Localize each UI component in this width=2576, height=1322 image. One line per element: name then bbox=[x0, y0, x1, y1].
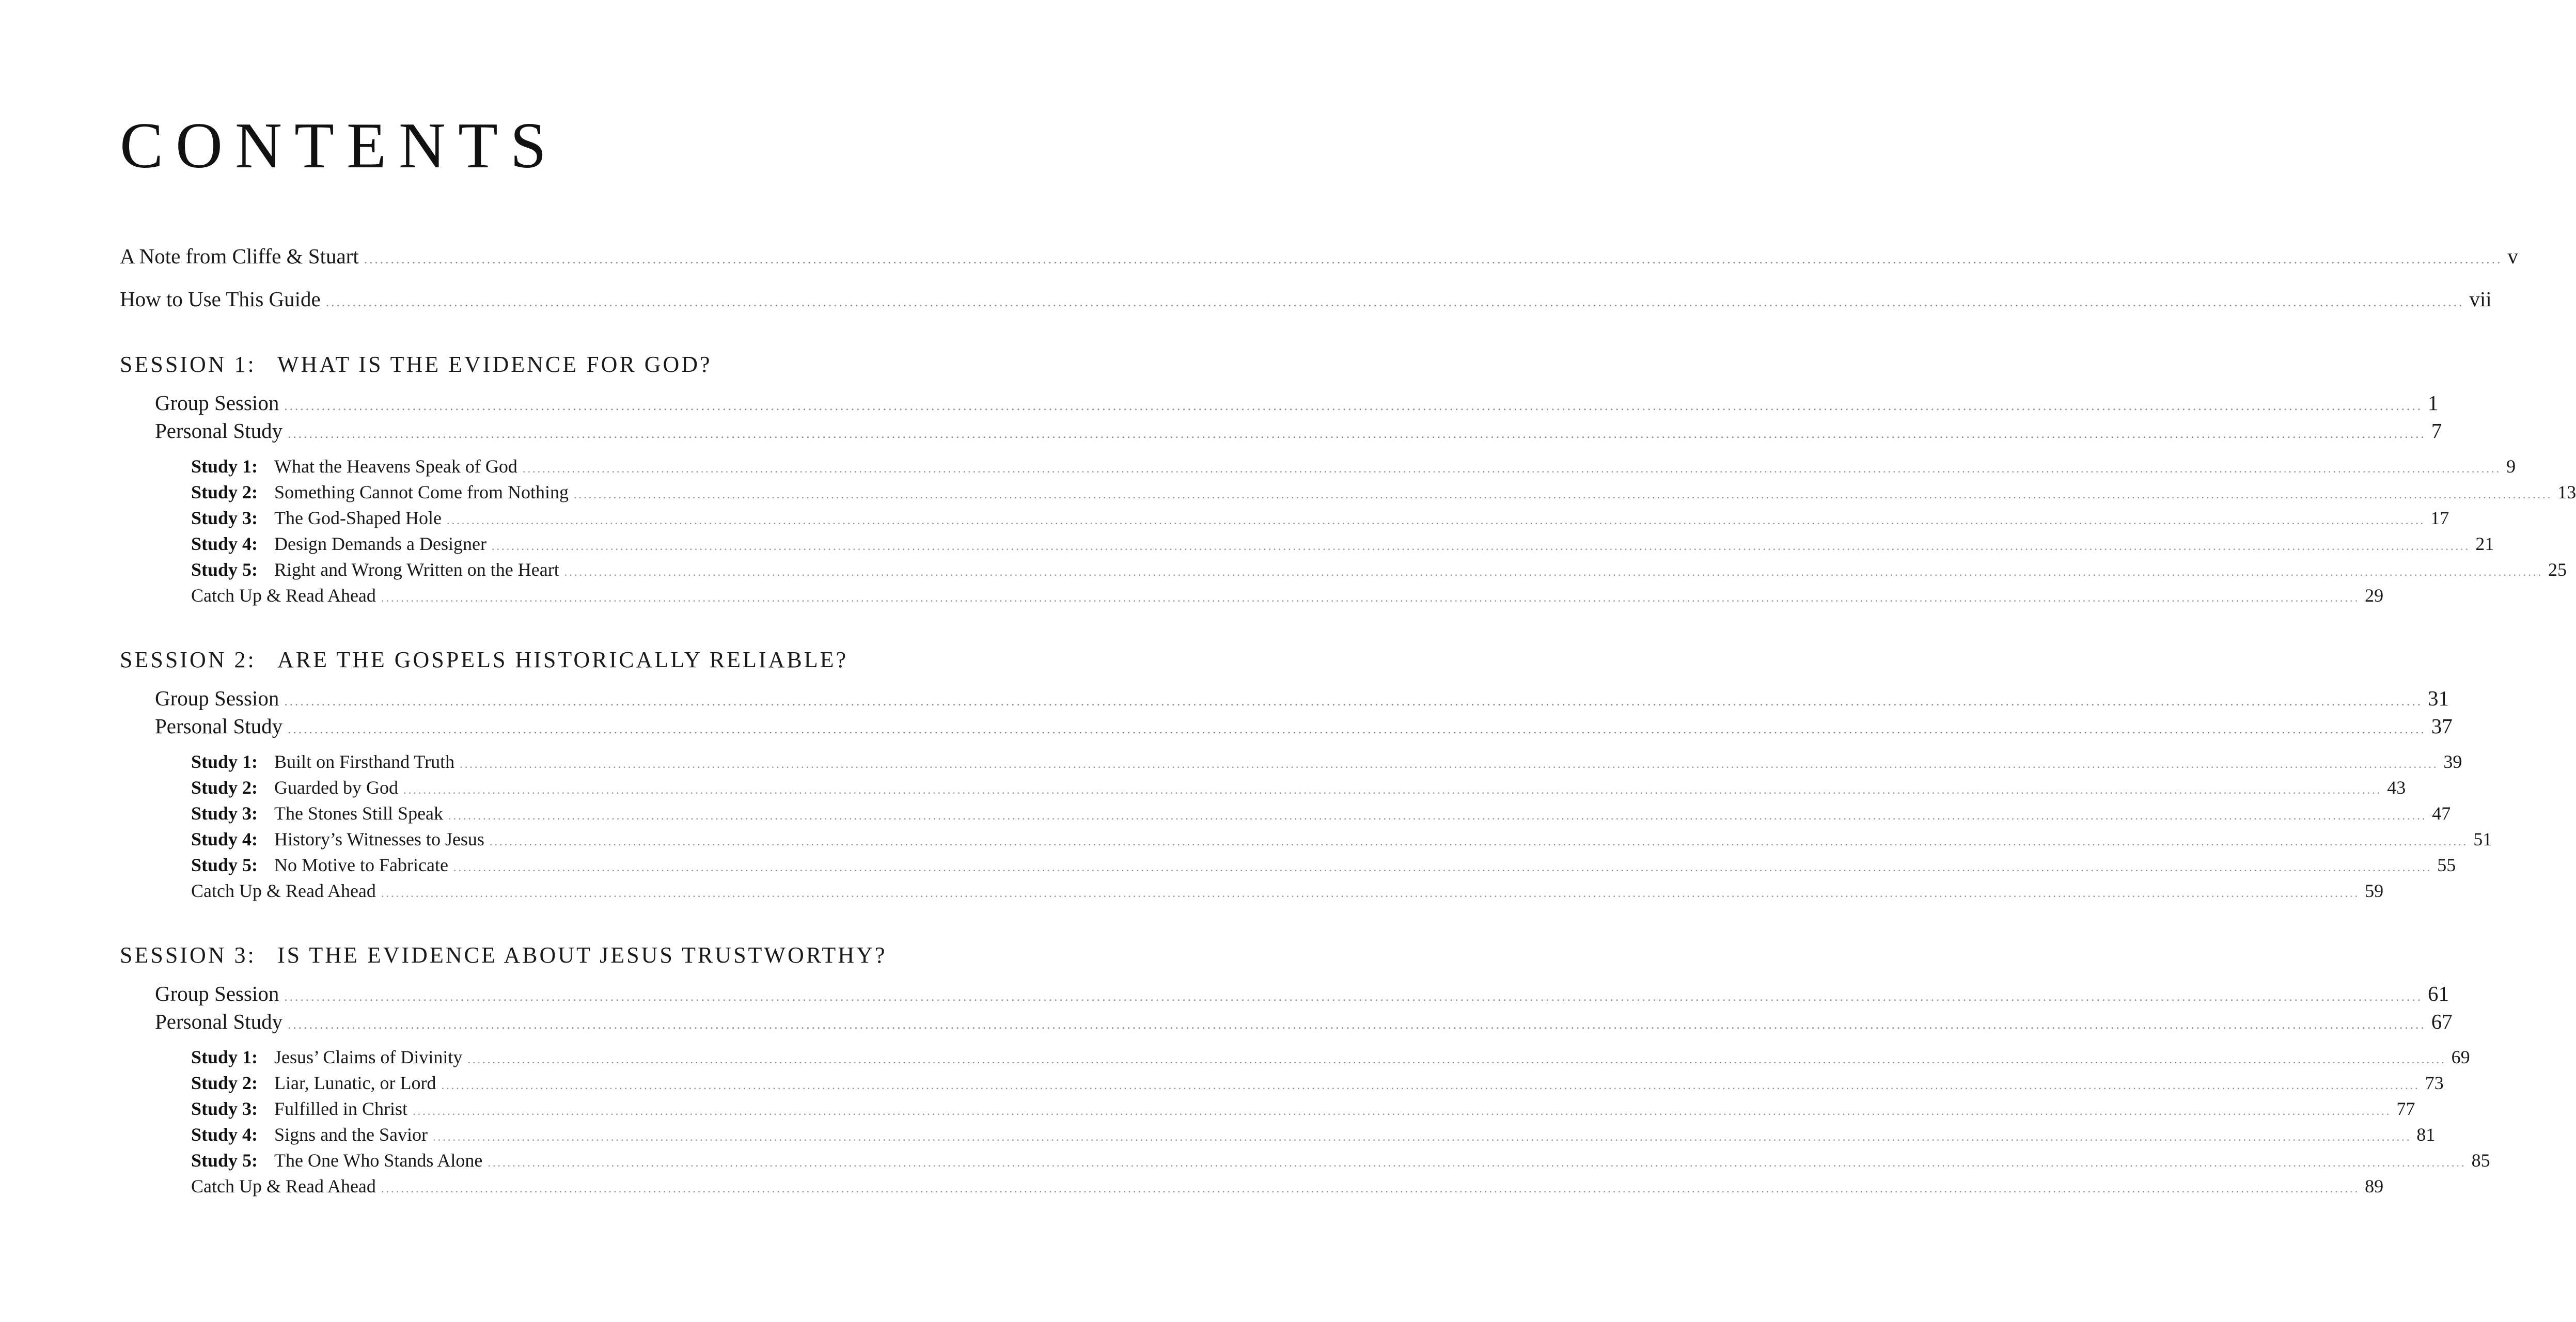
toc-page-number: 17 bbox=[2430, 508, 2449, 528]
study-number: Study 1: bbox=[191, 456, 258, 477]
toc-entry-label: History’s Witnesses to Jesus bbox=[274, 829, 484, 849]
toc-page-number: 51 bbox=[2473, 829, 2492, 849]
toc-page-number: 61 bbox=[2427, 982, 2449, 1005]
study-number: Study 5: bbox=[191, 559, 258, 580]
dot-leader: ................................................................................................................................................................................................................................................................................................................................................................................................................ bbox=[460, 758, 2439, 770]
toc-entry-label: Fulfilled in Christ bbox=[274, 1098, 408, 1119]
toc-entry-catch-up[interactable] bbox=[191, 880, 2384, 902]
study-number: Study 2: bbox=[191, 482, 258, 502]
toc-entry-study[interactable] bbox=[191, 507, 2449, 529]
toc-entry-personal-study[interactable] bbox=[155, 1009, 2453, 1034]
toc-entry-study[interactable] bbox=[191, 559, 2567, 580]
dot-leader: ................................................................................................................................................................................................................................................................................................................................................................................................................ bbox=[288, 427, 2426, 441]
study-number: Study 2: bbox=[191, 1073, 258, 1093]
toc-entry-study[interactable] bbox=[191, 1150, 2490, 1171]
toc-page-number: 55 bbox=[2437, 855, 2456, 875]
study-number: Study 2: bbox=[191, 777, 258, 798]
toc-page-number: 77 bbox=[2396, 1098, 2415, 1119]
dot-leader: ................................................................................................................................................................................................................................................................................................................................................................................................................ bbox=[446, 514, 2426, 527]
dot-leader: ................................................................................................................................................................................................................................................................................................................................................................................................................ bbox=[453, 861, 2432, 874]
toc-entry-catch-up[interactable] bbox=[191, 1175, 2384, 1197]
toc-entry-label: Built on Firsthand Truth bbox=[274, 751, 455, 772]
dot-leader: ................................................................................................................................................................................................................................................................................................................................................................................................................ bbox=[441, 1079, 2420, 1092]
toc-entry-personal-study[interactable] bbox=[155, 418, 2442, 443]
study-number: Study 3: bbox=[191, 1098, 258, 1119]
toc-entry-label: Signs and the Savior bbox=[274, 1124, 428, 1145]
toc-entry-label: Group Session bbox=[155, 391, 279, 415]
toc-entry-label: Something Cannot Come from Nothing bbox=[274, 482, 569, 502]
toc-entry-label: The One Who Stands Alone bbox=[274, 1150, 483, 1171]
dot-leader: ................................................................................................................................................................................................................................................................................................................................................................................................................ bbox=[489, 835, 2469, 848]
toc-page-number: 73 bbox=[2425, 1073, 2444, 1093]
toc-page-number: vii bbox=[2469, 287, 2492, 311]
toc-entry-group-session[interactable] bbox=[155, 686, 2449, 711]
toc-entry-label: Guarded by God bbox=[274, 777, 398, 798]
toc-page-number: 67 bbox=[2431, 1010, 2453, 1033]
session-title: ARE THE GOSPELS HISTORICALLY RELIABLE? bbox=[277, 647, 848, 672]
dot-leader: ................................................................................................................................................................................................................................................................................................................................................................................................................ bbox=[288, 1017, 2426, 1032]
study-number: Study 4: bbox=[191, 829, 258, 849]
toc-entry-label: What the Heavens Speak of God bbox=[274, 456, 517, 477]
toc-entry-label: Personal Study bbox=[155, 714, 283, 738]
toc-entry-personal-study[interactable] bbox=[155, 714, 2453, 738]
dot-leader: ................................................................................................................................................................................................................................................................................................................................................................................................................ bbox=[381, 887, 2360, 900]
toc-page-number: 43 bbox=[2387, 777, 2406, 798]
study-number: Study 4: bbox=[191, 1124, 258, 1145]
dot-leader: ................................................................................................................................................................................................................................................................................................................................................................................................................ bbox=[467, 1053, 2446, 1066]
dot-leader: ................................................................................................................................................................................................................................................................................................................................................................................................................ bbox=[325, 295, 2464, 309]
study-number: Study 4: bbox=[191, 533, 258, 554]
toc-page-number: 37 bbox=[2431, 714, 2453, 738]
session-number: SESSION 2: bbox=[120, 647, 256, 672]
dot-leader: ................................................................................................................................................................................................................................................................................................................................................................................................................ bbox=[448, 809, 2427, 822]
toc-entry-study[interactable] bbox=[191, 777, 2406, 798]
toc-entry-label: Group Session bbox=[155, 686, 279, 710]
toc-entry-label: Right and Wrong Written on the Heart bbox=[274, 559, 559, 580]
toc-entry-label: Jesus’ Claims of Divinity bbox=[274, 1047, 463, 1067]
toc-page-number: 9 bbox=[2506, 456, 2516, 477]
dot-leader: ................................................................................................................................................................................................................................................................................................................................................................................................................ bbox=[284, 694, 2423, 709]
toc-entry-catch-up[interactable] bbox=[191, 585, 2384, 606]
dot-leader: ................................................................................................................................................................................................................................................................................................................................................................................................................ bbox=[288, 722, 2426, 736]
study-number: Study 5: bbox=[191, 855, 258, 875]
toc-page-number: 25 bbox=[2548, 559, 2567, 580]
session-title: IS THE EVIDENCE ABOUT JESUS TRUSTWORTHY? bbox=[277, 942, 887, 968]
toc-entry-label: Catch Up & Read Ahead bbox=[191, 585, 376, 606]
toc-entry-group-session[interactable] bbox=[155, 390, 2439, 415]
toc-entry-label: The God-Shaped Hole bbox=[274, 508, 442, 528]
study-number: Study 3: bbox=[191, 803, 258, 824]
toc-page-number: 31 bbox=[2427, 686, 2449, 710]
toc-entry-label: Personal Study bbox=[155, 419, 283, 443]
toc-entry-group-session[interactable] bbox=[155, 981, 2449, 1006]
toc-entry-study[interactable] bbox=[191, 1098, 2415, 1120]
dot-leader: ................................................................................................................................................................................................................................................................................................................................................................................................................ bbox=[522, 462, 2502, 475]
dot-leader: ................................................................................................................................................................................................................................................................................................................................................................................................................ bbox=[364, 252, 2503, 266]
toc-entry-study[interactable] bbox=[191, 481, 2576, 503]
dot-leader: ................................................................................................................................................................................................................................................................................................................................................................................................................ bbox=[284, 399, 2423, 413]
study-number: Study 1: bbox=[191, 751, 258, 772]
toc-entry-label: Catch Up & Read Ahead bbox=[191, 1176, 376, 1197]
toc-entry-label: How to Use This Guide bbox=[120, 287, 321, 311]
session-number: SESSION 1: bbox=[120, 352, 256, 377]
study-number: Study 3: bbox=[191, 508, 258, 528]
toc-entry-study[interactable] bbox=[191, 854, 2456, 876]
study-number: Study 1: bbox=[191, 1047, 258, 1067]
toc-page-number: 29 bbox=[2365, 585, 2384, 606]
toc-entry-label: Catch Up & Read Ahead bbox=[191, 880, 376, 901]
toc-entry-label: Liar, Lunatic, or Lord bbox=[274, 1073, 436, 1093]
dot-leader: ................................................................................................................................................................................................................................................................................................................................................................................................................ bbox=[381, 591, 2360, 604]
session-heading bbox=[120, 351, 712, 377]
toc-entry-study[interactable] bbox=[191, 1046, 2470, 1068]
dot-leader: ................................................................................................................................................................................................................................................................................................................................................................................................................ bbox=[491, 540, 2471, 553]
dot-leader: ................................................................................................................................................................................................................................................................................................................................................................................................................ bbox=[488, 1156, 2467, 1169]
session-heading bbox=[120, 942, 887, 968]
toc-page-number: 1 bbox=[2427, 391, 2439, 415]
toc-page-number: 21 bbox=[2475, 533, 2494, 554]
toc-entry-label: The Stones Still Speak bbox=[274, 803, 444, 824]
toc-page-number: 85 bbox=[2471, 1150, 2490, 1171]
dot-leader: ................................................................................................................................................................................................................................................................................................................................................................................................................ bbox=[574, 488, 2553, 501]
toc-entry-how-to-use[interactable] bbox=[120, 287, 2492, 311]
dot-leader: ................................................................................................................................................................................................................................................................................................................................................................................................................ bbox=[413, 1105, 2392, 1118]
toc-entry-study[interactable] bbox=[191, 751, 2462, 773]
dot-leader: ................................................................................................................................................................................................................................................................................................................................................................................................................ bbox=[381, 1182, 2360, 1195]
toc-entry-label: A Note from Cliffe & Stuart bbox=[120, 244, 359, 268]
page-title: CONTENTS bbox=[120, 110, 559, 182]
toc-page-number: 13 bbox=[2557, 482, 2576, 502]
toc-entry-label: Design Demands a Designer bbox=[274, 533, 486, 554]
dot-leader: ................................................................................................................................................................................................................................................................................................................................................................................................................ bbox=[433, 1130, 2412, 1143]
dot-leader: ................................................................................................................................................................................................................................................................................................................................................................................................................ bbox=[403, 783, 2382, 796]
toc-page-number: 7 bbox=[2431, 419, 2442, 443]
toc-entry-study[interactable] bbox=[191, 1124, 2436, 1145]
toc-page-number: 69 bbox=[2451, 1047, 2470, 1067]
toc-entry-study[interactable] bbox=[191, 802, 2451, 824]
dot-leader: ................................................................................................................................................................................................................................................................................................................................................................................................................ bbox=[564, 565, 2543, 578]
toc-page-number: v bbox=[2507, 244, 2518, 268]
toc-entry-label: Personal Study bbox=[155, 1010, 283, 1033]
session-title: WHAT IS THE EVIDENCE FOR GOD? bbox=[277, 352, 712, 377]
toc-page-number: 59 bbox=[2365, 880, 2384, 901]
session-heading bbox=[120, 647, 848, 673]
toc-entry-study[interactable] bbox=[191, 455, 2516, 477]
toc-entry-label: No Motive to Fabricate bbox=[274, 855, 448, 875]
toc-entry-note[interactable] bbox=[120, 244, 2518, 269]
toc-page-number: 89 bbox=[2365, 1176, 2384, 1197]
toc-entry-study[interactable] bbox=[191, 828, 2492, 850]
session-number: SESSION 3: bbox=[120, 942, 256, 968]
toc-page-number: 81 bbox=[2416, 1124, 2436, 1145]
toc-entry-study[interactable] bbox=[191, 1072, 2444, 1094]
dot-leader: ................................................................................................................................................................................................................................................................................................................................................................................................................ bbox=[284, 989, 2423, 1004]
toc-page-number: 39 bbox=[2443, 751, 2462, 772]
toc-entry-study[interactable] bbox=[191, 533, 2494, 555]
toc-entry-label: Group Session bbox=[155, 982, 279, 1005]
study-number: Study 5: bbox=[191, 1150, 258, 1171]
toc-page-number: 47 bbox=[2432, 803, 2451, 824]
